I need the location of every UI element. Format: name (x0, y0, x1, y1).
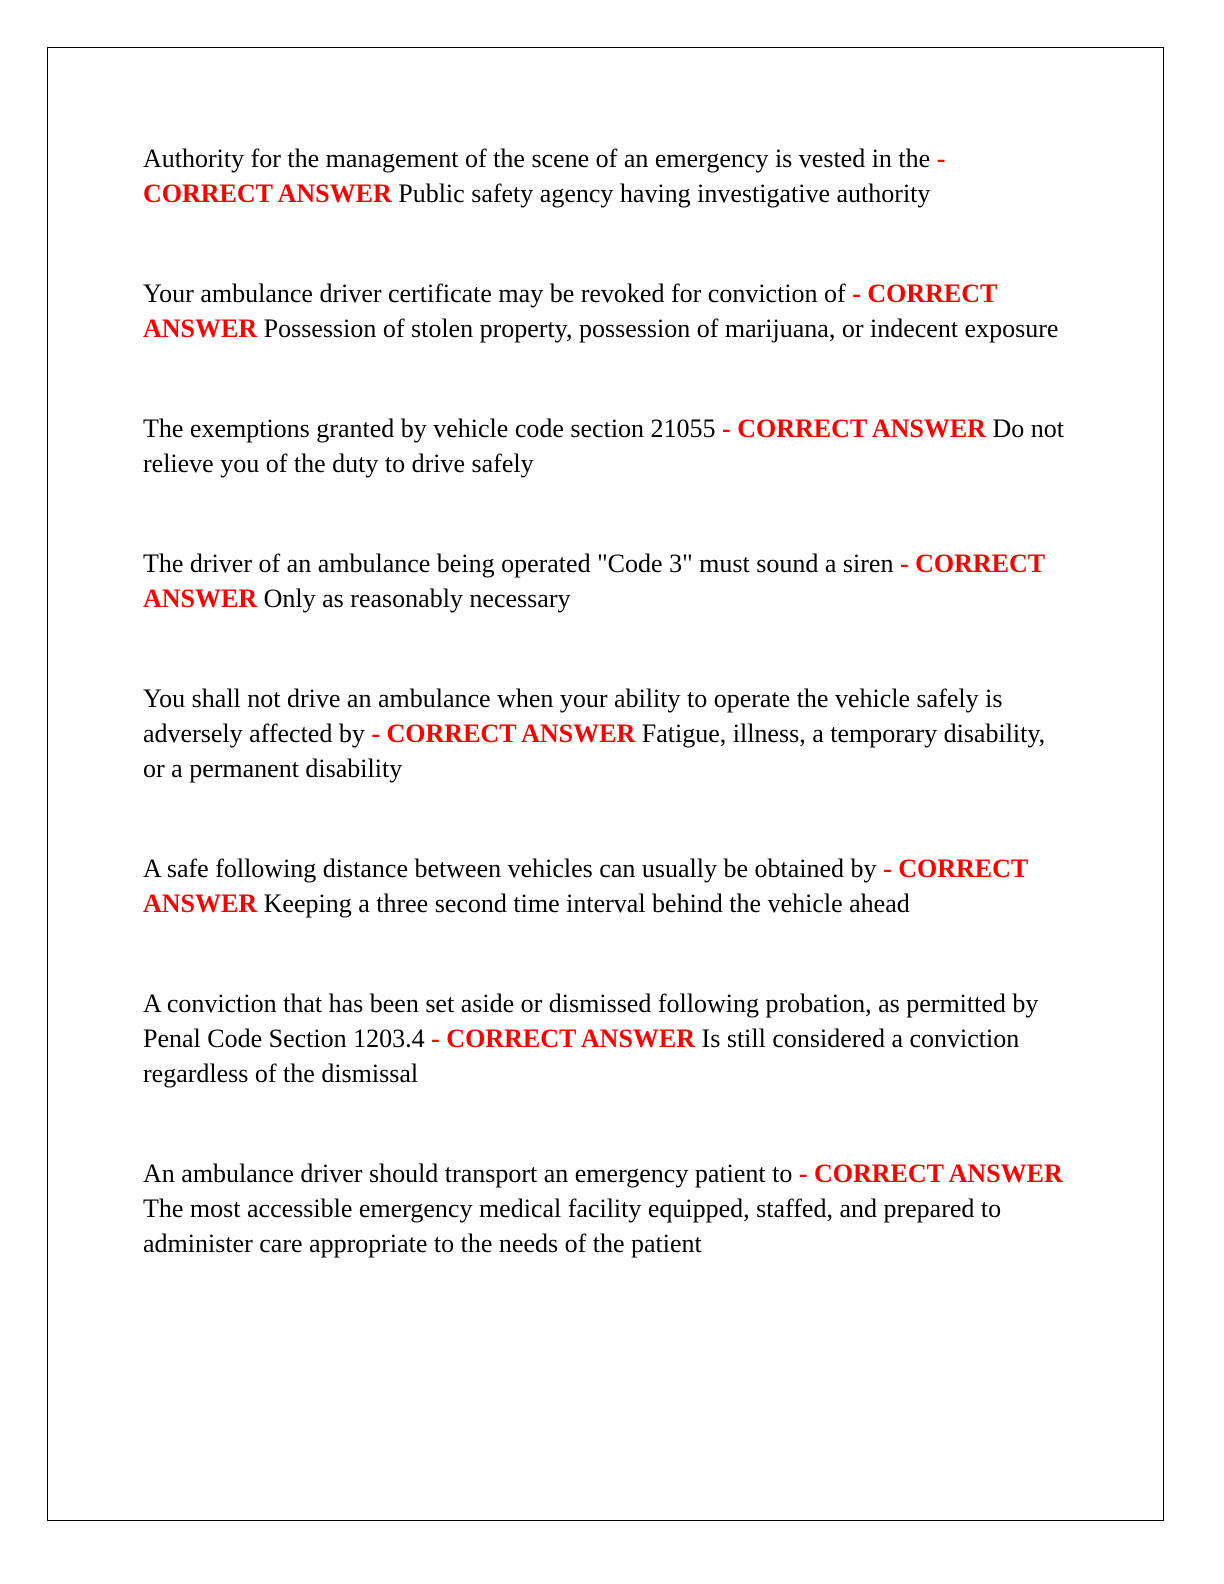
answer-text: Only as reasonably necessary (263, 584, 571, 613)
correct-answer-marker: - CORRECT ANSWER (722, 414, 986, 443)
document-body (143, 141, 1073, 1326)
correct-answer-marker: - CORRECT ANSWER (143, 854, 1028, 918)
correct-answer-marker: - CORRECT ANSWER (143, 549, 1045, 613)
qa-item-6 (143, 851, 1073, 921)
question-text: A conviction that has been set aside or dismissed following probation, as permitted by Penal Code Section 1203.4 (143, 989, 1039, 1053)
answer-text: Public safety agency having investigative authority (398, 179, 931, 208)
answer-text: Keeping a three second time interval behind the vehicle ahead (263, 889, 910, 918)
qa-item-4 (143, 546, 1073, 616)
question-text: Your ambulance driver certificate may be revoked for conviction of (143, 279, 846, 308)
qa-item-3 (143, 411, 1073, 481)
qa-item-7 (143, 986, 1073, 1091)
question-text: You shall not drive an ambulance when your ability to operate the vehicle safely is adversely affected by (143, 684, 1003, 748)
answer-text: Possession of stolen property, possession of marijuana, or indecent exposure (263, 314, 1059, 343)
correct-answer-marker: - CORRECT ANSWER (371, 719, 636, 748)
question-text: The driver of an ambulance being operated "Code 3" must sound a siren (143, 549, 894, 578)
qa-item-5 (143, 681, 1073, 786)
correct-answer-marker: - CORRECT ANSWER (431, 1024, 696, 1053)
correct-answer-marker: - CORRECT ANSWER (143, 144, 946, 208)
answer-text: The most accessible emergency medical facility equipped, staffed, and prepared to administer care appropriate to the needs of the patient (143, 1194, 1002, 1258)
answer-text: Is still considered a conviction regardless of the dismissal (143, 1024, 1020, 1088)
qa-item-2 (143, 276, 1073, 346)
question-text: A safe following distance between vehicles can usually be obtained by (143, 854, 877, 883)
question-text: Authority for the management of the scene of an emergency is vested in the (143, 144, 931, 173)
qa-item-1 (143, 141, 1073, 211)
question-text: The exemptions granted by vehicle code section 21055 (143, 414, 716, 443)
answer-text: Fatigue, illness, a temporary disability, or a permanent disability (143, 719, 1046, 783)
correct-answer-marker: - CORRECT ANSWER (143, 279, 997, 343)
question-text: An ambulance driver should transport an emergency patient to (143, 1159, 793, 1188)
correct-answer-marker: - CORRECT ANSWER (798, 1159, 1063, 1188)
qa-item-8 (143, 1156, 1073, 1261)
answer-text: Do not relieve you of the duty to drive safely (143, 414, 1064, 478)
